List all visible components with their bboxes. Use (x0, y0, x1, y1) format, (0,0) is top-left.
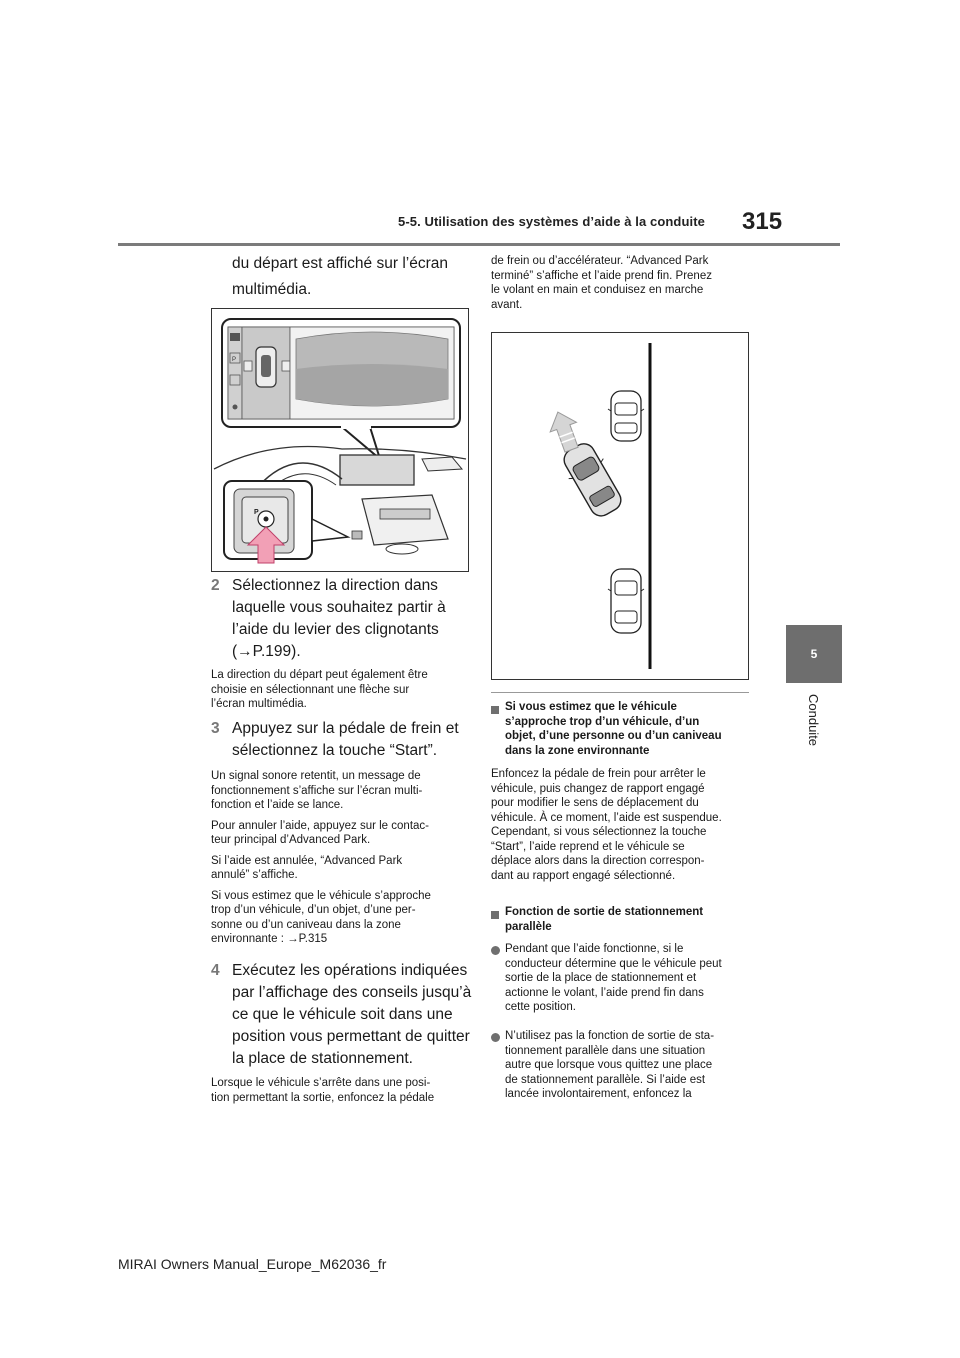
note-line: Lorsque le véhicule s’arrête dans une posi- (211, 1077, 431, 1089)
note-line: teur principal d’Advanced Park. (211, 834, 371, 846)
body-line: lancée involontairement, enfoncez la (505, 1088, 692, 1100)
heading-line: Si vous estimez que le véhicule (505, 701, 677, 713)
body-line: tionnement parallèle dans une situation (505, 1044, 706, 1057)
page-number: 315 (742, 208, 783, 235)
chapter-number: 5 (810, 647, 818, 661)
body-line: avant. (491, 298, 523, 311)
circle-bullet-icon (491, 1033, 500, 1042)
square-bullet-icon (491, 911, 499, 919)
switch-p-label: P (254, 509, 259, 516)
dashboard-illustration (212, 309, 468, 571)
parking-exit-illustration (492, 333, 748, 679)
header-rule (118, 243, 840, 246)
body-line: véhicule. À ce moment, l’aide est suspendue. (491, 811, 722, 824)
body-line: véhicule, puis changez de rapport engagé (491, 782, 705, 795)
intro-text (232, 253, 448, 301)
step-3-notes (211, 769, 463, 947)
step-text: (→P.199). (232, 643, 301, 660)
note-line: fonction et l’aide se lance. (211, 799, 344, 811)
intro-line: du départ est affiché sur l’écran (232, 255, 448, 272)
body-line: autre que lorsque vous quittez une place (505, 1059, 713, 1071)
body-line: pour modifier le sens de déplacement du (491, 797, 699, 809)
note-line: Si l’aide est annulée, “Advanced Park (211, 854, 403, 867)
body-line: de stationnement parallèle. Si l’aide est (505, 1073, 706, 1086)
step-text: Exécutez les opérations indiquées (232, 962, 468, 979)
note-line: environnante : →P.315 (211, 933, 328, 945)
heading-line: objet, d’une personne ou d’un caniveau (505, 730, 722, 742)
figure-parking-exit (491, 332, 749, 680)
step-text: Appuyez sur la pédale de frein et (232, 720, 459, 737)
circle-bullet-icon (491, 946, 500, 955)
continued-text (491, 254, 753, 312)
note-line: Si vous estimez que le véhicule s’approche (211, 889, 431, 902)
section1-body (491, 767, 753, 883)
step-text: la place de stationnement. (232, 1050, 413, 1067)
heading-line: Fonction de sortie de stationnement (505, 906, 704, 918)
step-number: 3 (211, 720, 220, 737)
chapter-label (786, 690, 842, 770)
square-bullet-icon (491, 706, 499, 714)
chapter-label-text: Conduite (806, 694, 821, 747)
body-line: “Start”, l’aide reprend et le véhicule se (491, 840, 685, 853)
step-2-note (211, 668, 461, 712)
body-line: dant au rapport engagé sélectionné. (491, 869, 676, 882)
note-line: tion permettant la sortie, enfoncez la pédale (211, 1091, 435, 1104)
step-text: ce que le véhicule soit dans une (232, 1006, 453, 1023)
step-text: laquelle vous souhaitez partir à (232, 599, 446, 616)
step-text: Sélectionnez la direction dans (232, 577, 438, 594)
note-line: fonctionnement s’affiche sur l’écran multi- (211, 784, 423, 797)
note-line: trop d’un véhicule, d’un objet, d’une per- (211, 904, 416, 916)
svg-text:P: P (232, 357, 237, 363)
body-line: de frein ou d’accélérateur. “Advanced Park (491, 255, 709, 267)
body-line: terminé” s’affiche et l’aide prend fin. Prenez (491, 269, 712, 282)
footer-text: MIRAI Owners Manual_Europe_M62036_fr (118, 1256, 387, 1272)
chapter-tab (786, 625, 842, 683)
body-line: sortie de la place de stationnement et (505, 972, 697, 984)
heading-line: s’approche trop d’un véhicule, d’un (505, 715, 700, 728)
body-line: déplace alors dans la direction correspon- (491, 855, 705, 867)
step-text: position vous permettant de quitter (232, 1028, 470, 1045)
body-line: Enfoncez la pédale de frein pour arrêter le (491, 768, 706, 780)
body-line: Cependant, si vous sélectionnez la touche (491, 826, 707, 838)
section-divider (491, 692, 749, 693)
note-line: choisie en sélectionnant une flèche sur (211, 683, 410, 696)
note-line: annulé” s’affiche. (211, 869, 298, 881)
step-text: sélectionnez la touche “Start”. (232, 742, 438, 759)
note-line: Pour annuler l’aide, appuyez sur le contac- (211, 819, 429, 832)
body-line: cette position. (505, 1001, 576, 1013)
note-line: sonne ou d’un caniveau dans la zone (211, 918, 401, 931)
heading-line: parallèle (505, 920, 552, 933)
step-number: 2 (211, 577, 220, 594)
step-text: par l’affichage des conseils jusqu’à (232, 984, 472, 1001)
heading-line: dans la zone environnante (505, 744, 650, 757)
body-line: Pendant que l’aide fonctionne, si le (505, 943, 684, 955)
step-4-note (211, 1076, 463, 1105)
note-line: La direction du départ peut également être (211, 669, 428, 681)
note-line: Un signal sonore retentit, un message de (211, 770, 421, 782)
body-line: le volant en main et conduisez en marche (491, 284, 704, 296)
note-line: l’écran multimédia. (211, 698, 307, 710)
intro-line: multimédia. (232, 281, 312, 298)
section-title: 5-5. Utilisation des systèmes d’aide à la conduite (398, 214, 705, 229)
step-number: 4 (211, 962, 220, 979)
body-line: conducteur détermine que le véhicule peut (505, 957, 722, 970)
figure-dashboard-display (211, 308, 469, 572)
step-text: l’aide du levier des clignotants (232, 621, 439, 638)
body-line: N’utilisez pas la fonction de sortie de sta- (505, 1030, 715, 1042)
body-line: actionne le volant, l’aide prend fin dans (505, 986, 704, 999)
